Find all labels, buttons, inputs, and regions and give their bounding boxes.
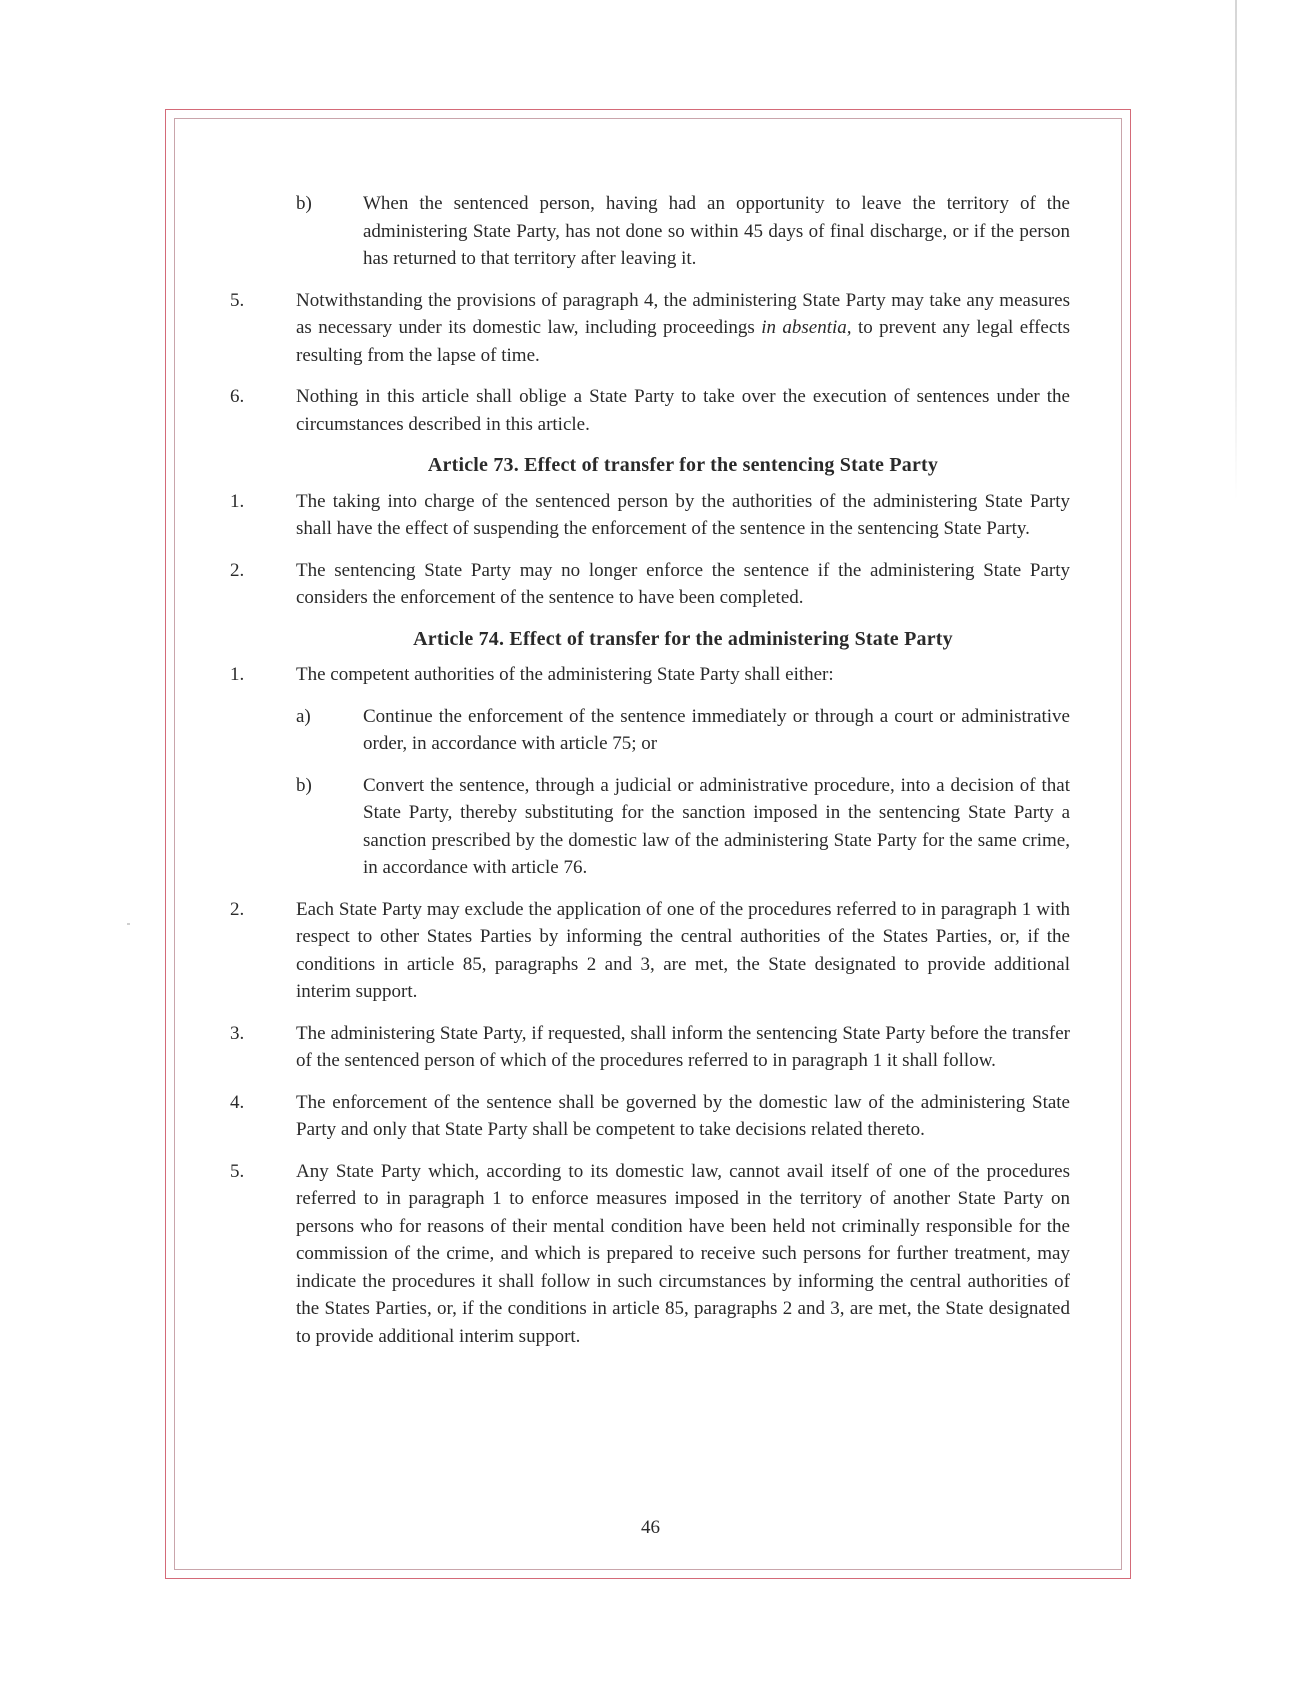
paragraph-number: 4. [230,1091,245,1113]
subparagraph-text: Convert the sentence, through a judicial or administrative procedure, into a decision of that State Party, thereby substituting for the sanction imposed in the sentencing State Party a sanction prescribed by the domestic law of the administering State Party for the same crime, in accordance with article 76. [363,774,1070,878]
paragraph-text: The sentencing State Party may no longer enforce the sentence if the administering State Party considers the enforcement of the sentence to have been completed. [296,559,1070,608]
article-73-heading: Article 73. Effect of transfer for the sentencing State Party [427,454,939,476]
paragraph-number: 1. [230,490,245,512]
paragraph-5 [230,287,1070,370]
paragraph-number: 5. [230,1160,245,1182]
paragraph-italic-term: in absentia, [761,317,852,338]
article-74-paragraph-2 [230,896,1070,1006]
article-74-subparagraph-b [230,772,1070,882]
paragraph-text: Notwithstanding the provisions of paragraph 4, the administering State Party may take any measures as necessary under its domestic law, including proceedings [296,289,1070,338]
article-74-paragraph-5 [230,1158,1070,1351]
article-73-paragraph-1 [230,488,1070,543]
paragraph-text: The enforcement of the sentence shall be governed by the domestic law of the administering State Party and only that State Party shall be competent to take decisions related thereto. [296,1091,1070,1140]
paragraph-6 [230,383,1070,438]
paragraph-text: Any State Party which, according to its domestic law, cannot avail itself of one of the procedures referred to in paragraph 1 to enforce measures imposed in the territory of another State Party on persons who for reasons of their mental condition have been held not criminally responsible for the commission of the crime, and which is prepared to receive such persons for further treatment, may indicate the procedures it shall follow in such circumstances by informing the central authorities of the States Parties, or, if the conditions in article 85, paragraphs 2 and 3, are met, the State designated to provide additional interim support. [296,1160,1070,1347]
article-74-paragraph-4 [230,1089,1070,1144]
paragraph-number: 1. [230,664,245,685]
paragraph-text: Nothing in this article shall oblige a State Party to take over the execution of sentences under the circumstances described in this article. [296,386,1070,435]
article-74-subparagraph-a [230,703,1070,758]
paragraph-number: 3. [230,1022,245,1044]
paragraph-text: The administering State Party, if requested, shall inform the sentencing State Party before the transfer of the sentenced person of which of the procedures referred to in paragraph 1 it shall follow. [296,1022,1070,1071]
paragraph-number: 5. [230,289,245,311]
scan-speck [127,923,130,925]
subparagraph-text: When the sentenced person, having had an opportunity to leave the territory of the administering State Party, has not done so within 45 days of final discharge, or if the person has returned to that territory after leaving it. [363,193,1070,269]
paragraph-text-end: to prevent any legal effects resulting from the lapse of time. [296,317,1070,366]
article-73-paragraph-2 [230,557,1070,612]
paragraph-number: 2. [230,559,245,581]
subparagraph-marker: a) [296,705,311,727]
paragraph-number: 2. [230,898,245,920]
article-74-heading: Article 74. Effect of transfer for the administering State Party [413,627,953,650]
paragraph-text: The taking into charge of the sentenced person by the authorities of the administering State Party shall have the effect of suspending the enforcement of the sentence in the sentencing State Party. [296,490,1070,539]
paragraph-number: 6. [230,386,245,407]
paragraph-text: Each State Party may exclude the application of one of the procedures referred to in paragraph 1 with respect to other States Parties by informing the central authorities of the States Parties, or, if the conditions in article 85, paragraphs 2 and 3, are met, the State designated to provide additional interim support. [296,898,1070,1002]
scan-edge-shadow [1235,0,1237,500]
subparagraph-marker: b) [296,193,312,214]
page-content [230,190,1070,1364]
article-74-paragraph-3 [230,1020,1070,1075]
paragraph-text: The competent authorities of the administering State Party shall either: [296,664,834,685]
article-74-paragraph-1 [230,661,1070,689]
subparagraph-marker: b) [296,774,312,796]
page-number: 46 [641,1517,660,1538]
continued-subparagraph-b [230,190,1070,273]
subparagraph-text: Continue the enforcement of the sentence immediately or through a court or administrative order, in accordance with article 75; or [363,705,1070,754]
